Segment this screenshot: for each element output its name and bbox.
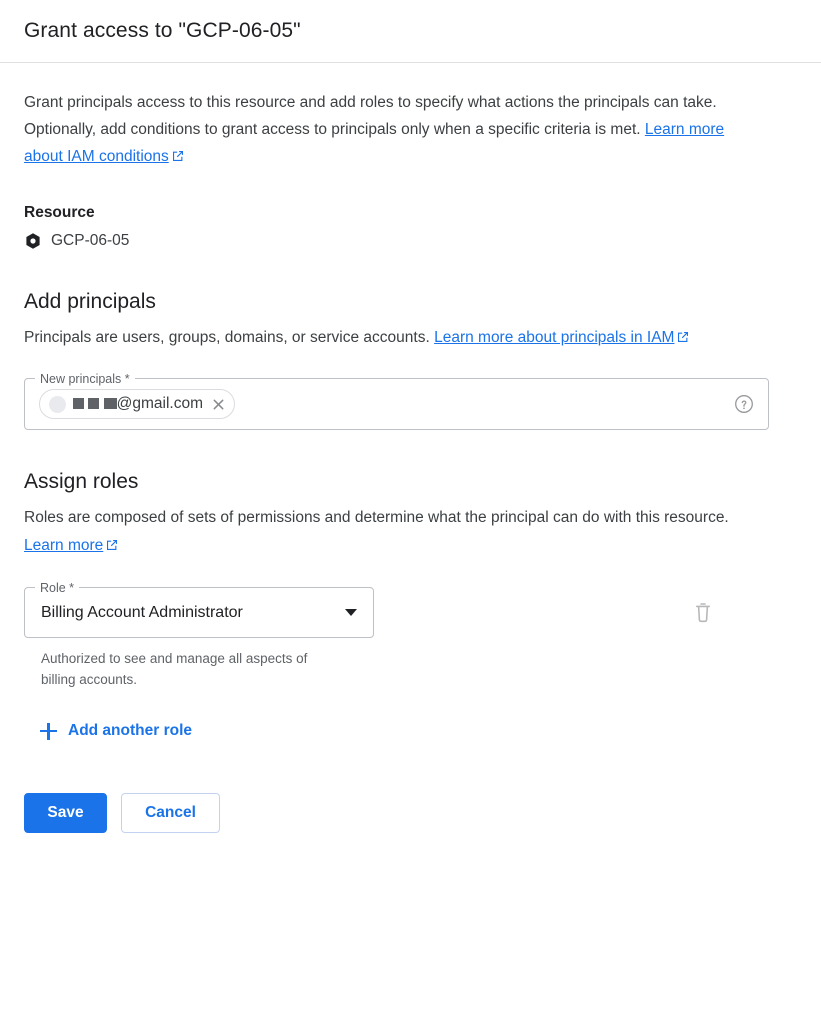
chevron-down-icon[interactable] xyxy=(345,609,357,616)
panel-header xyxy=(0,0,821,63)
principal-chip-domain: @gmail.com xyxy=(116,395,203,412)
iam-conditions-learn-more-link[interactable]: Learn more about IAM conditions xyxy=(24,121,725,165)
role-selected-value: Billing Account Administrator xyxy=(41,603,243,621)
resource-label: Resource xyxy=(24,204,95,221)
principals-learn-more-link[interactable]: Learn more about principals in IAM xyxy=(434,329,675,346)
role-field-label: Role * xyxy=(35,580,79,596)
add-principals-desc-text: Principals are users, groups, domains, or service accounts. xyxy=(24,329,435,346)
assign-roles-title: Assign roles xyxy=(24,470,139,493)
new-principals-field[interactable] xyxy=(24,372,769,430)
redacted-block xyxy=(73,398,84,409)
role-help-text: Authorized to see and manage all aspects of billing accounts. xyxy=(41,651,308,687)
principal-chip[interactable] xyxy=(39,389,235,419)
role-row xyxy=(24,581,769,638)
help-circle-icon[interactable] xyxy=(734,394,754,414)
redacted-block xyxy=(104,398,117,409)
intro-text: Grant principals access to this resource and add roles to specify what actions the principals can take. Optionally, add conditions to grant access to principals only when a specific criteria is met. xyxy=(24,94,717,138)
external-link-icon xyxy=(677,331,689,343)
delete-role-button[interactable] xyxy=(693,587,769,628)
trash-icon[interactable] xyxy=(693,610,713,627)
panel-body xyxy=(0,63,821,833)
add-principals-desc xyxy=(24,324,764,352)
avatar xyxy=(49,396,66,413)
close-icon[interactable] xyxy=(210,396,227,413)
assign-roles-desc-text: Roles are composed of sets of permissions and determine what the principal can do with this resource. xyxy=(24,509,729,526)
resource-name: GCP-06-05 xyxy=(51,232,130,249)
external-link-icon xyxy=(172,150,184,162)
add-another-role-button[interactable] xyxy=(40,722,192,740)
cancel-button[interactable]: Cancel xyxy=(121,793,220,833)
resource-row xyxy=(24,232,797,250)
principal-chip-label xyxy=(73,395,203,413)
roles-learn-more-link[interactable]: Learn more xyxy=(24,537,104,554)
add-principals-title: Add principals xyxy=(24,290,156,313)
plus-icon xyxy=(40,723,57,740)
role-select[interactable] xyxy=(24,581,374,638)
project-icon xyxy=(24,232,42,250)
add-another-role-label: Add another role xyxy=(68,722,193,739)
save-button[interactable]: Save xyxy=(24,793,107,833)
page-title: Grant access to "GCP-06-05" xyxy=(24,19,301,42)
external-link-icon xyxy=(106,539,118,551)
redacted-block xyxy=(88,398,99,409)
assign-roles-desc xyxy=(24,504,764,560)
action-buttons xyxy=(24,793,797,833)
new-principals-label: New principals * xyxy=(35,371,135,387)
intro-paragraph xyxy=(24,89,764,170)
